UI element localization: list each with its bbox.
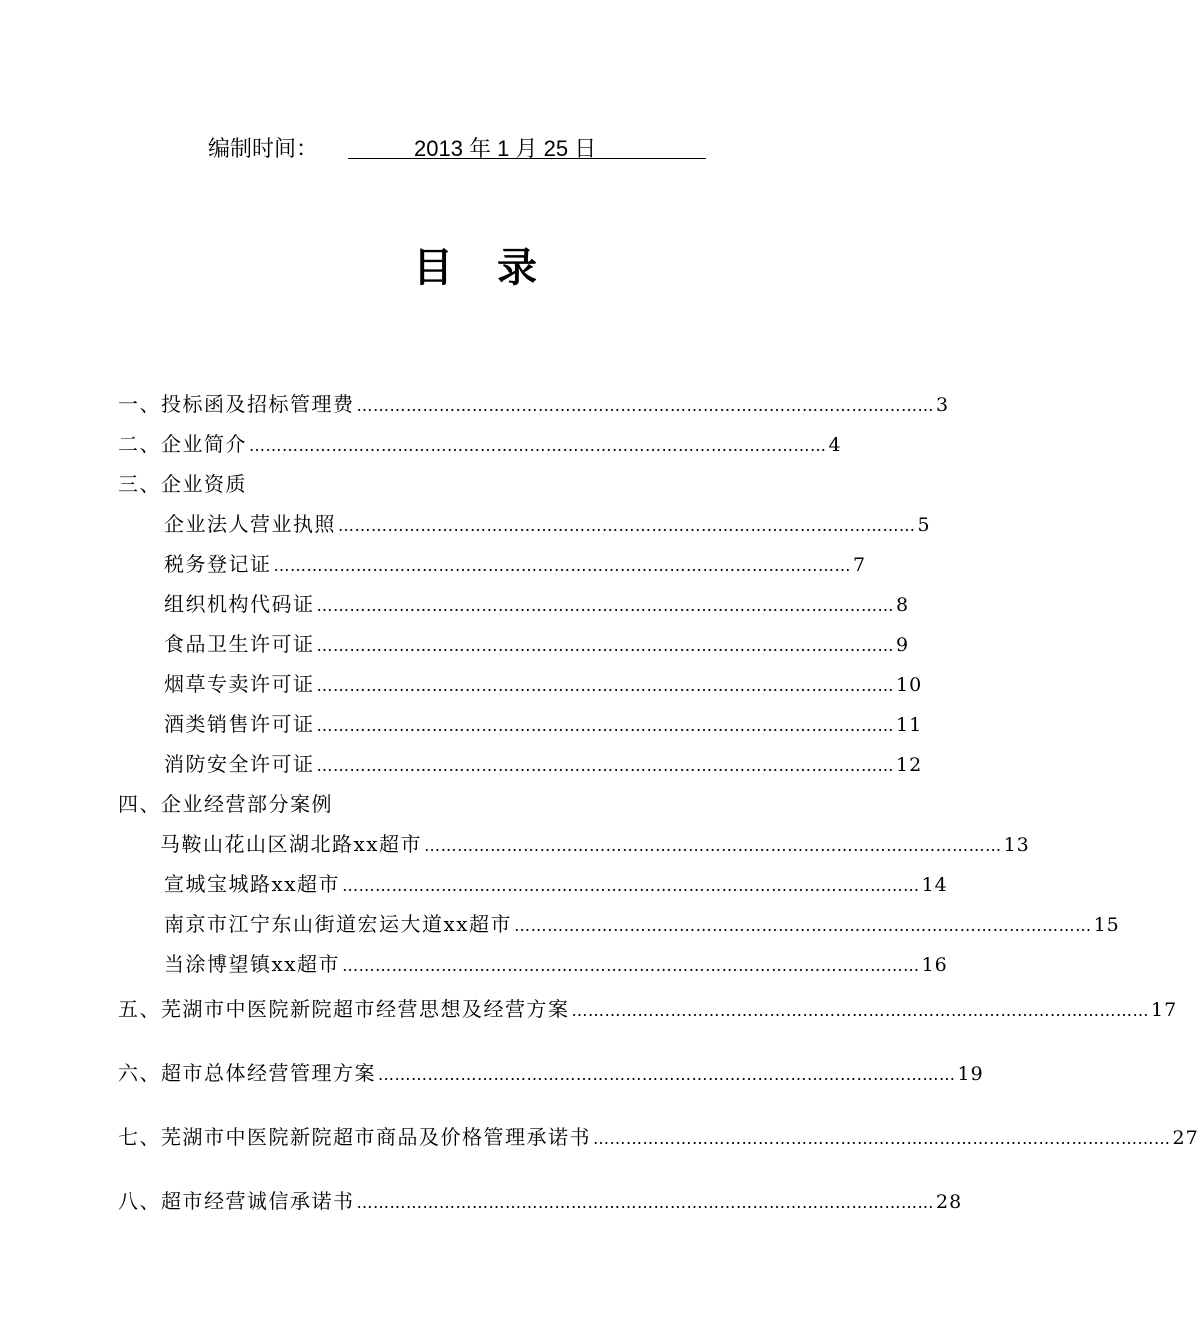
toc-page-number: 13 — [1003, 834, 1030, 856]
toc-leader: …………………………………………………………………………………………… — [342, 956, 920, 975]
toc-leader: …………………………………………………………………………………………… — [571, 1001, 1149, 1020]
toc-page-number: 27 — [1172, 1127, 1199, 1149]
toc-subentry[interactable] — [118, 748, 923, 778]
toc-subentry[interactable] — [118, 668, 923, 698]
toc-page-number: 28 — [936, 1191, 963, 1213]
toc-entry-text: 一、投标函及招标管理费 — [118, 392, 355, 416]
toc-leader: …………………………………………………………………………………………… — [316, 676, 894, 695]
toc-page-number: 9 — [896, 634, 910, 656]
toc-page-number: 15 — [1093, 914, 1120, 936]
toc-subentry[interactable] — [118, 908, 1120, 938]
toc-entry-text: 食品卫生许可证 — [164, 632, 315, 656]
toc-leader: …………………………………………………………………………………………… — [316, 756, 894, 775]
toc-entry[interactable] — [118, 1057, 984, 1087]
compile-date-label: 编制时间： — [208, 136, 319, 161]
toc-page-number: 7 — [853, 554, 867, 576]
toc-leader: …………………………………………………………………………………………… — [356, 1193, 934, 1212]
toc-entry[interactable] — [118, 993, 1178, 1023]
toc-page-number: 16 — [921, 954, 948, 976]
toc-subentry[interactable] — [118, 628, 910, 658]
toc-entry-text: 烟草专卖许可证 — [164, 672, 315, 696]
toc-entry-text: 三、企业资质 — [118, 472, 247, 496]
toc-page-number: 8 — [896, 594, 910, 616]
toc-page-number: 17 — [1151, 999, 1178, 1021]
toc-leader: …………………………………………………………………………………………… — [342, 876, 920, 895]
toc-subentry[interactable] — [118, 508, 931, 538]
toc-page-number: 3 — [936, 394, 950, 416]
toc-leader: …………………………………………………………………………………………… — [316, 596, 894, 615]
toc-leader: …………………………………………………………………………………………… — [378, 1065, 956, 1084]
toc-entry-text: 七、芜湖市中医院新院超市商品及价格管理承诺书 — [118, 1125, 591, 1149]
toc-entry-text: 五、芜湖市中医院新院超市经营思想及经营方案 — [118, 997, 570, 1021]
toc-subentry[interactable] — [118, 588, 910, 618]
toc-entry[interactable] — [118, 1121, 1199, 1151]
toc-entry-text: 宣城宝城路xx超市 — [164, 872, 341, 896]
toc-page-number: 10 — [896, 674, 923, 696]
compile-date-line — [208, 128, 728, 164]
toc-entry-text: 四、企业经营部分案例 — [118, 792, 333, 816]
toc-entry-text: 消防安全许可证 — [164, 752, 315, 776]
toc-leader: …………………………………………………………………………………………… — [249, 436, 827, 455]
toc-section-heading[interactable] — [118, 788, 834, 818]
toc-entry-text: 六、超市总体经营管理方案 — [118, 1061, 376, 1085]
compile-date-value: 2013 年 1 月 25 日 — [414, 136, 597, 161]
toc-leader: …………………………………………………………………………………………… — [273, 556, 851, 575]
toc-page-number: 19 — [957, 1063, 984, 1085]
toc-entry-text: 八、超市经营诚信承诺书 — [118, 1189, 355, 1213]
toc-page-number: 5 — [917, 514, 931, 536]
toc-entry[interactable] — [118, 1185, 963, 1215]
toc-page-number: 4 — [828, 434, 842, 456]
toc-entry-text: 企业法人营业执照 — [164, 512, 336, 536]
toc-title: 目录 — [413, 244, 581, 291]
toc-leader: …………………………………………………………………………………………… — [316, 716, 894, 735]
toc-leader: …………………………………………………………………………………………… — [338, 516, 916, 535]
toc-page-number: 11 — [896, 714, 923, 736]
toc-entry-text: 当涂博望镇xx超市 — [164, 952, 341, 976]
toc-page-number: 12 — [896, 754, 923, 776]
toc-entry-text: 马鞍山花山区湖北路xx超市 — [160, 832, 423, 856]
toc-subentry[interactable] — [118, 548, 867, 578]
toc-leader: …………………………………………………………………………………………… — [514, 916, 1092, 935]
toc-subentry[interactable] — [118, 708, 923, 738]
toc-entry-text: 酒类销售许可证 — [164, 712, 315, 736]
toc-entry[interactable] — [118, 388, 950, 418]
toc-leader: …………………………………………………………………………………………… — [316, 636, 894, 655]
toc-entry[interactable] — [118, 428, 842, 458]
toc-leader: …………………………………………………………………………………………… — [424, 836, 1002, 855]
toc-entry-text: 组织机构代码证 — [164, 592, 315, 616]
toc-leader: …………………………………………………………………………………………… — [356, 396, 934, 415]
toc-entry-text: 税务登记证 — [164, 552, 272, 576]
toc-section-heading[interactable] — [118, 468, 834, 498]
toc-entry-text: 二、企业简介 — [118, 432, 247, 456]
toc-leader: …………………………………………………………………………………………… — [593, 1129, 1171, 1148]
toc-subentry[interactable] — [118, 828, 1030, 858]
toc-subentry[interactable] — [118, 948, 948, 978]
toc-entry-text: 南京市江宁东山街道宏运大道xx超市 — [164, 912, 513, 936]
toc-subentry[interactable] — [118, 868, 948, 898]
compile-date-underline — [348, 128, 706, 159]
toc-page-number: 14 — [921, 874, 948, 896]
